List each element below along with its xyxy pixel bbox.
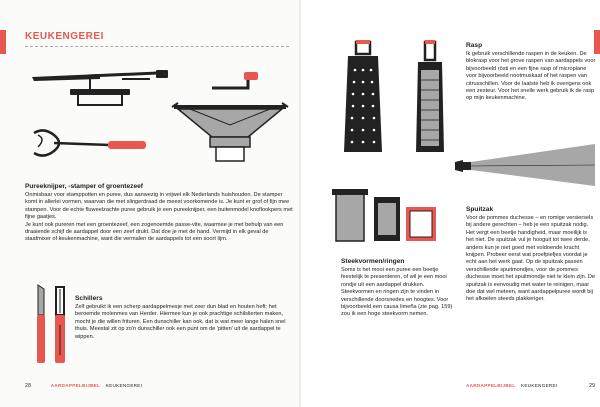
steekvormen-heading: Steekvormen/ringen [341, 258, 405, 265]
spuitzak-heading: Spuitzak [466, 206, 494, 213]
title-divider [25, 46, 289, 47]
potato-ricer-icon [30, 65, 180, 115]
puree-heading: Pureeknijper, -stamper of groentezeef [25, 183, 143, 190]
peeler-icon [53, 285, 67, 365]
microplane-icon [410, 40, 450, 160]
piping-bag-icon [455, 140, 595, 190]
footer-left [25, 383, 142, 389]
crank-icon [208, 72, 278, 92]
rasp-body: Ik gebruik verschillende raspen in de keuken. De blokrasp voor het grove raspen van aardappels voor bijvoorbeeld rösti en een fijne rasp of microplane voor bijvoorbeeld nootmuskaat of het raspen van citrusschillen. Voor de laatste heb ik overigens ook een zesteur. Voor het snelle werk gebruik ik de rasp op mijn keukenmachine. [466, 51, 596, 102]
page-number-left: 28 [25, 383, 32, 389]
section-title: KEUKENGEREI [25, 31, 104, 42]
footer-book-left: AARDAPPELBIJBEL [50, 383, 101, 388]
masher-icon [30, 125, 150, 165]
footer-book-right: AARDAPPELBIJBEL [466, 383, 516, 388]
schillers-heading: Schillers [75, 295, 103, 302]
rasp-heading: Rasp [466, 42, 483, 49]
footer-right [466, 383, 595, 389]
steekvormen-body: Soms is het mooi een puree een beetje feestelijk te presenteren, of wil je een mooi rondje uit een aardappel drukken. Steekvormen en ringen zijn te vinden in verschillende doorsnedes en hoogtes. Voor bijvoorbeeld een causa limeña (zie pag. 159) zou ik een hoge steekvorm nemen. [341, 267, 453, 318]
footer-section-left: KEUKENGEREI [105, 383, 143, 388]
schillers-body: Zelf gebruikt ik een scherp aardappelmesje met zeer dun blad en houten heft: het beroemde molenmes van Herder. Hiermee kun je ook prachtige schilslierten maken, mocht je die willen frituren. Een dunschiller kan ook, dat is wat meer lange halen snel thuis. Meestal zit op zo'n dunschiller ook een punt om de 'pitten' uit de aardappel te wippen. [75, 304, 286, 340]
food-mill-icon [170, 95, 290, 165]
knife-icon [34, 285, 48, 365]
puree-body: Onmisbaar voor stamppotten en puree, dus aanwezig in vrijwel elk Nederlands huishouden. De stamper komt in allerlei vormen, waarvan die met slingerdraad de meest voorkomende is. Je kunt er grof of fijn mee stampen. Voor de echte fluweelzachte puree gebruik je een pureeknijper, een buitenmodel knoflookpers met fijne gaatjes. Je kunt ook pureren met een groentezeef, een zogenoemde passe-vite, waarmee je met behulp van een draaiende schijf de aardappel door een zeef drukt. Dat doe je met de hand. Vermijd in elk geval de staafmixer of keukenmachine, want die vermalen de aardappels tot een soort lijm. [25, 192, 293, 243]
spuitzak-body: Voor de pommes duchesse – en romige versiersels bij andere gerechten – heb je een spuitzak nodig. Het vergt een beetje handigheid, maar moeilijk is het niet. De spuitzak vul je hooguit tot twee derde, anders kun je niet goed met voldoende kracht knijpen. Probeer eerst wat proefpiefjes voordat je echt aan het werk gaat. Op de spuitzak passen verschillende spuitmondjes, voor de pommes duchesse moet het spuitmondje niet te klein zijn. De spuitzak is eenvoudig met water te reinigen, maar doe dat wel meteen, want aardappelpuree wordt bij het afkoelen steeds plakkeriger. [466, 215, 596, 303]
footer-section-right: KEUKENGEREI [521, 383, 558, 388]
book-gutter [299, 0, 301, 407]
section-marker-left [0, 30, 6, 54]
box-grater-icon [338, 40, 388, 160]
page-number-right: 29 [589, 383, 596, 389]
cookie-cutter-rings-icon [330, 185, 440, 250]
